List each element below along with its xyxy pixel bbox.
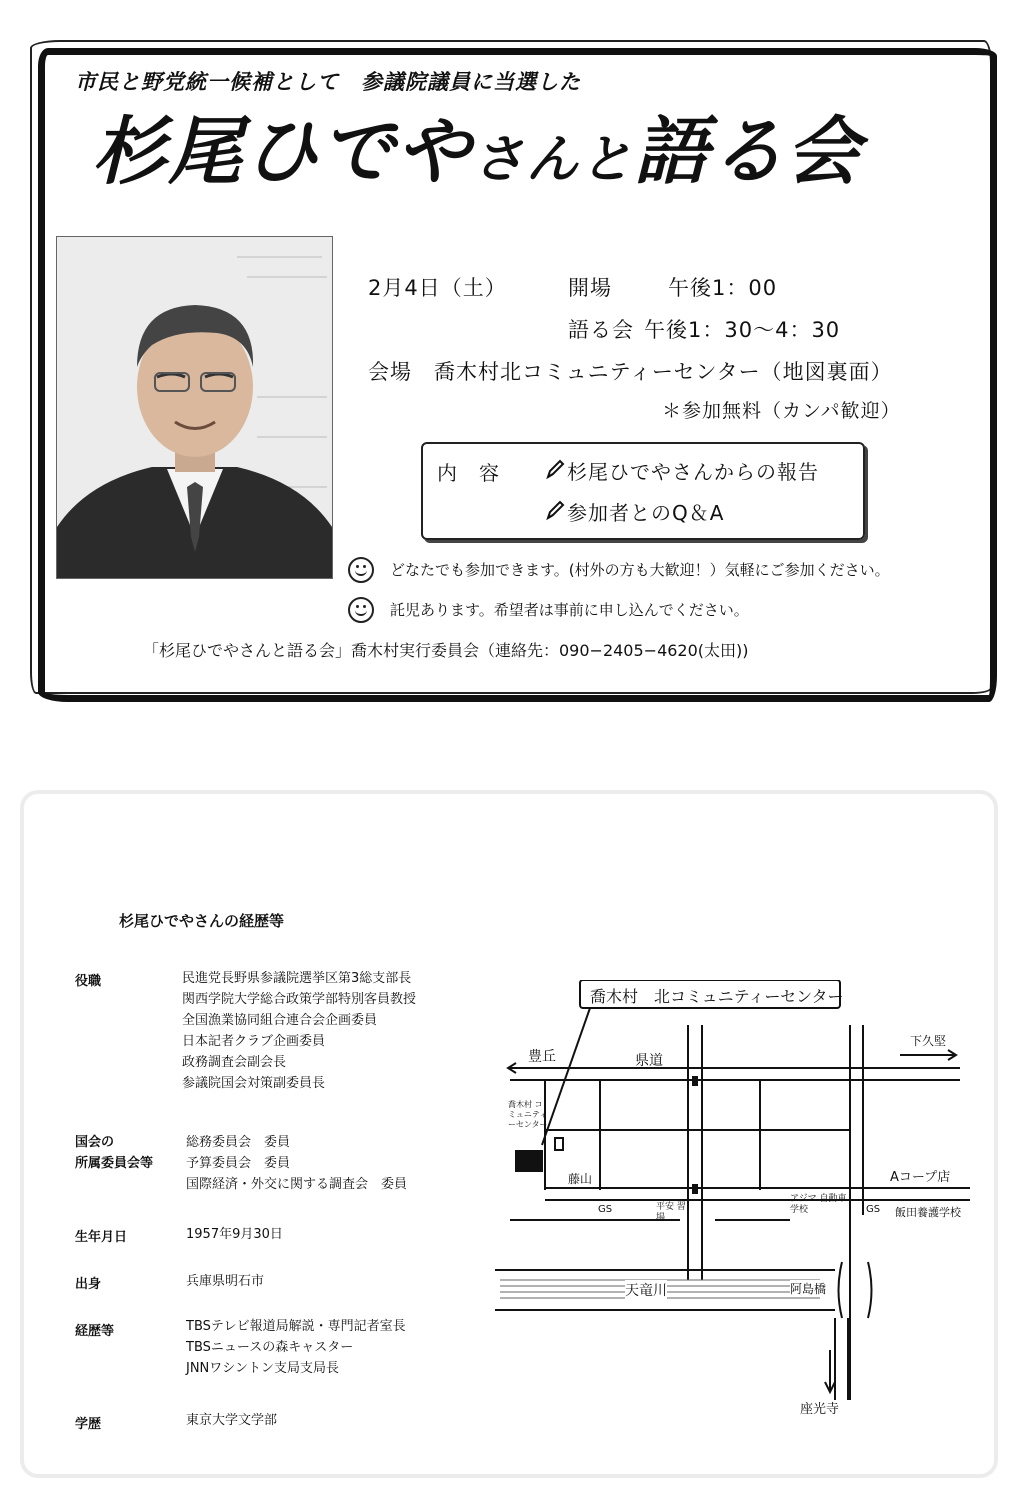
- map-label-toyooka: 豊丘: [528, 1049, 556, 1065]
- committee-item: 国際経済・外交に関する調査会 委員: [186, 1177, 408, 1192]
- flyer-footer: 「杉尾ひでやさんと語る会」喬木村実行委員会（連絡先：090−2405−4620(太田)): [143, 641, 749, 660]
- flyer-title: [92, 109, 863, 195]
- birthdate-value: 1957年9月30日: [186, 1227, 283, 1242]
- hometown-value: 兵庫県明石市: [186, 1274, 265, 1289]
- map-label-ajima-school: アジマ 自動車学校: [790, 1194, 847, 1215]
- map-label-zakoji: 座光寺: [800, 1402, 840, 1417]
- position-item: 関西学院大学総合政策学部特別客員教授: [182, 992, 417, 1007]
- label-hometown: 出身: [75, 1277, 102, 1292]
- title-small: さんと: [472, 130, 635, 190]
- content-label: 内 容: [437, 461, 500, 485]
- education-value: 東京大学文学部: [186, 1413, 278, 1428]
- map-label-fujiyama: 藤山: [568, 1172, 593, 1186]
- career-item: TBSニュースの森キャスター: [186, 1340, 354, 1355]
- fee-note: ＊参加無料（カンパ歓迎）: [662, 400, 901, 422]
- flyer-subtitle: 市民と野党統一候補として 参議院議員に当選した: [75, 70, 581, 94]
- open-label: 開場: [568, 276, 612, 300]
- event-date: 2月4日（土）: [368, 276, 507, 300]
- position-item: 民進党長野県参議院選挙区第3総支部長: [182, 971, 412, 986]
- label-committees: 国会の 所属委員会等: [75, 1135, 154, 1171]
- map-label-tenryu: 天竜川: [625, 1280, 667, 1300]
- position-item: 政務調査会副会長: [182, 1055, 287, 1070]
- venue: 会場 喬木村北コミュニティーセンター（地図裏面）: [368, 360, 893, 384]
- map-label-prefectural-road: 県道: [635, 1053, 663, 1069]
- career-item: JNNワシントン支局支局長: [186, 1361, 339, 1376]
- open-time: 午後1：00: [668, 276, 778, 300]
- note-2: 託児あります。希望者は事前に申し込んでください。: [390, 601, 749, 619]
- map-venue-label: 喬木村 北コミュニティーセンター: [590, 987, 844, 1006]
- smile-icon: [348, 557, 374, 583]
- committee-item: 総務委員会 委員: [186, 1135, 291, 1150]
- position-item: 全国漁業協同組合連合会企画委員: [182, 1013, 378, 1028]
- map-label-a-coop: Aコープ店: [890, 1170, 951, 1185]
- map-label-shimokuzure: 下久堅: [910, 1034, 947, 1048]
- position-item: 参議院国会対策副委員長: [182, 1076, 326, 1091]
- map-label-hiraan: 平安 習場: [656, 1202, 686, 1223]
- label-position: 役職: [75, 974, 102, 989]
- label-career: 経歴等: [75, 1324, 115, 1339]
- content-item-1: 杉尾ひでやさんからの報告: [567, 460, 819, 484]
- career-list: [186, 1316, 406, 1379]
- note-1: どなたでも参加できます。(村外の方も大歓迎！）気軽にご参加ください。: [390, 561, 890, 579]
- title-end: 語る会: [634, 109, 863, 195]
- title-main: 杉尾ひでや: [92, 109, 472, 195]
- map-label-gs2: GS: [866, 1204, 881, 1215]
- label-birthdate: 生年月日: [75, 1230, 128, 1245]
- committee-item: 予算委員会 委員: [186, 1156, 291, 1171]
- positions-list: [182, 968, 416, 1094]
- access-map: [490, 980, 990, 1420]
- map-label-ajimabashi: 阿島橋: [790, 1282, 827, 1296]
- talk-label: 語る会: [568, 318, 634, 342]
- talk-time: 午後1：30～4：30: [644, 318, 841, 342]
- content-item-2: 参加者とのQ＆A: [567, 501, 725, 525]
- career-item: TBSテレビ報道局解説・専門記者室長: [186, 1319, 406, 1334]
- map-label-iida-school: 飯田養護学校: [895, 1206, 961, 1219]
- position-item: 日本記者クラブ企画委員: [182, 1034, 326, 1049]
- map-label-gs1: GS: [598, 1204, 613, 1215]
- candidate-portrait-illustration: [57, 237, 332, 578]
- profile-title: 杉尾ひでやさんの経歴等: [119, 912, 285, 930]
- map-label-community: 喬木村 コミュニティーセンター: [508, 1100, 548, 1129]
- smile-icon: [348, 597, 374, 623]
- candidate-photo: [56, 236, 333, 579]
- label-education: 学歴: [75, 1417, 102, 1432]
- committees-list: [186, 1132, 407, 1195]
- pencil-icon: [545, 458, 565, 484]
- pencil-icon: [545, 499, 565, 525]
